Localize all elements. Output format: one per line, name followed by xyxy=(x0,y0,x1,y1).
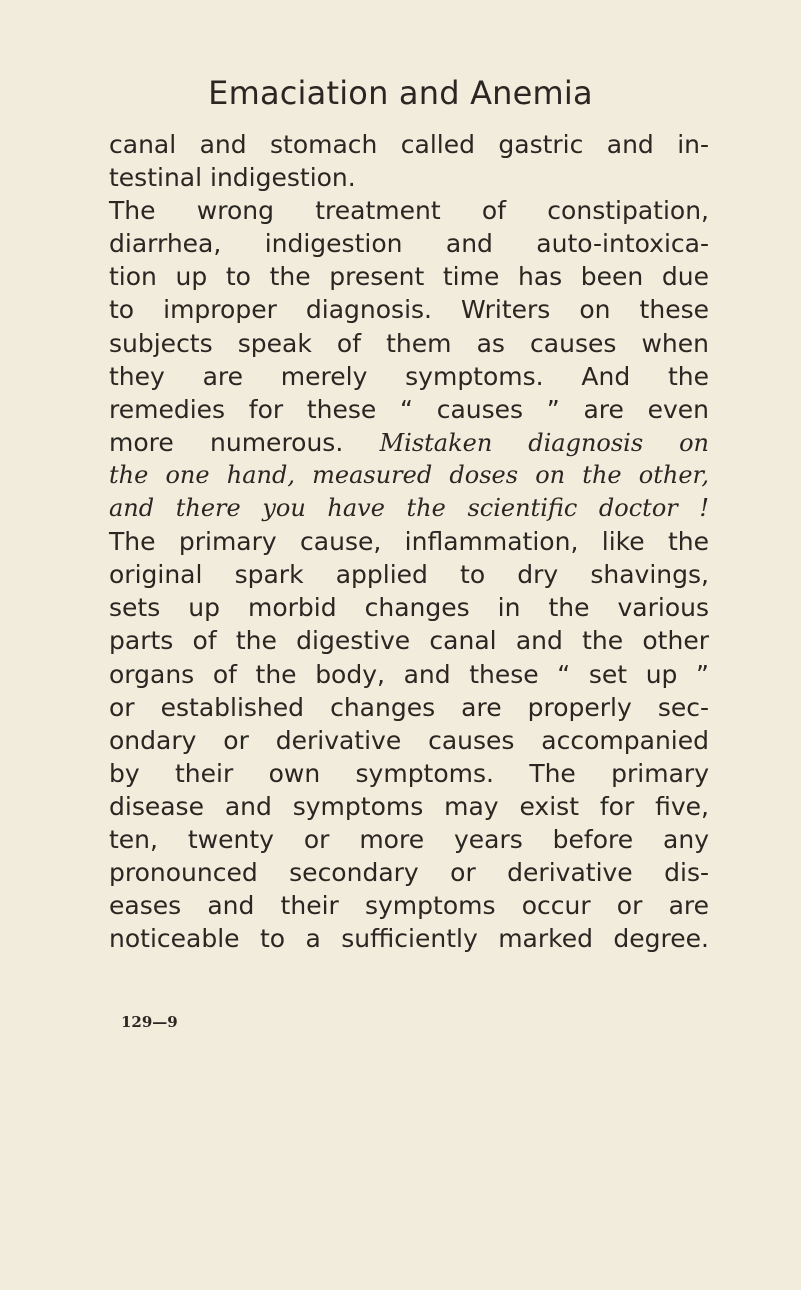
text-line: diarrhea, indigestion and auto-intoxica- xyxy=(109,229,709,259)
text-line: by their own symptoms. The primary xyxy=(109,758,709,788)
text-line: sets up morbid changes in the various xyxy=(109,593,709,623)
text-plain: more numerous. xyxy=(109,427,344,457)
text-line: The wrong treatment of constipation, xyxy=(109,196,709,226)
text-line: remedies for these “ causes ” are even xyxy=(109,394,709,424)
text-line: pronounced secondary or derivative dis- xyxy=(109,858,709,888)
text-line: parts of the digestive canal and the other xyxy=(109,626,709,656)
text-line: tion up to the present time has been due xyxy=(109,262,709,292)
text-line: original spark applied to dry shavings, xyxy=(109,560,709,590)
text-line: they are merely symptoms. And the xyxy=(109,361,709,391)
body-text xyxy=(109,128,709,955)
text-line: noticeable to a sufficiently marked degree. xyxy=(109,924,709,954)
text-line: The primary cause, inflammation, like the xyxy=(109,527,709,557)
text-line: disease and symptoms may exist for five, xyxy=(109,791,709,821)
text-italic: Mistaken diagnosis on xyxy=(379,428,709,457)
text-line-italic: and there you have the scientific doctor ! xyxy=(109,494,709,523)
text-line: or established changes are properly sec- xyxy=(109,692,709,722)
text-line: ten, twenty or more years before any xyxy=(109,824,709,854)
text-line xyxy=(109,426,709,459)
text-line: organs of the body, and these “ set up ” xyxy=(109,659,709,689)
text-line: ondary or derivative causes accompanied xyxy=(109,725,709,755)
text-line-italic: the one hand, measured doses on the other, xyxy=(109,460,709,489)
text-line: canal and stomach called gastric and in- xyxy=(109,130,709,159)
text-line: testinal indigestion. xyxy=(109,163,356,193)
text-line: eases and their symptoms occur or are xyxy=(109,891,709,921)
text-line: subjects speak of them as causes when xyxy=(109,328,709,358)
running-header: Emaciation and Anemia xyxy=(208,74,593,112)
signature-mark: 129—9 xyxy=(121,1013,178,1031)
text-line: to improper diagnosis. Writers on these xyxy=(109,295,709,325)
